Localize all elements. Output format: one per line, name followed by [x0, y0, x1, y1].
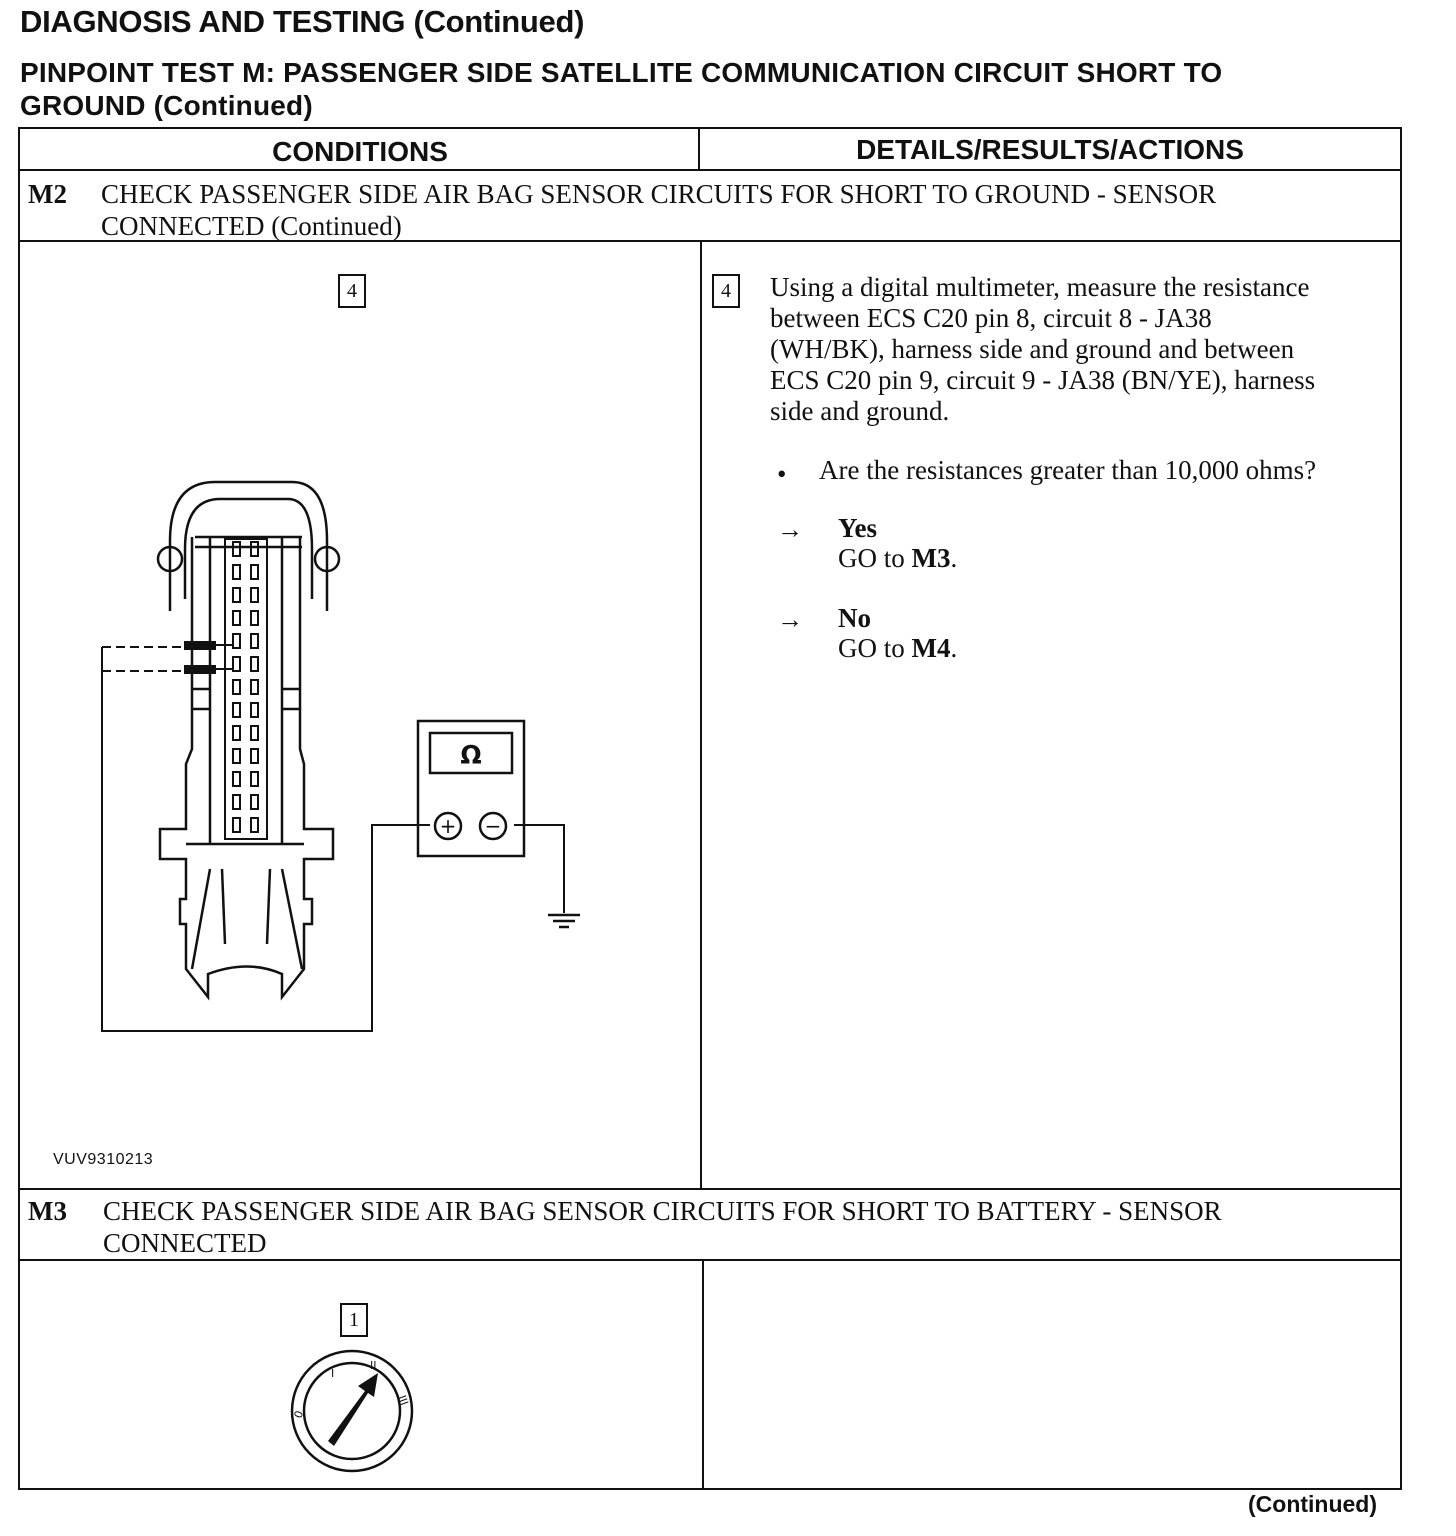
- detail-line: between ECS C20 pin 8, circuit 8 - JA38: [770, 303, 1212, 333]
- step-title-line2: CONNECTED: [103, 1228, 267, 1258]
- plus-terminal-label: +: [439, 814, 457, 838]
- ignition-key-arrow-icon: [328, 1373, 378, 1446]
- step-id: M3: [28, 1196, 67, 1226]
- detail-line: side and ground.: [770, 396, 950, 426]
- pinpoint-test-table: [18, 127, 1402, 1490]
- step-id: M2: [28, 179, 67, 209]
- figure-step-number: 4: [338, 274, 366, 308]
- result-no-label: No: [838, 603, 871, 633]
- result-yes-label: Yes: [838, 513, 877, 543]
- goto-link-m4[interactable]: M4: [911, 633, 951, 663]
- ohm-symbol: Ω: [460, 740, 482, 769]
- continued-footer: (Continued): [1248, 1491, 1378, 1517]
- page-title: DIAGNOSIS AND TESTING (Continued): [20, 4, 585, 39]
- step-title-line2: CONNECTED (Continued): [101, 211, 402, 241]
- arrow-right-icon: →: [777, 605, 803, 634]
- detail-line: Using a digital multimeter, measure the resistance: [770, 272, 1310, 302]
- figure-step-number: 1: [340, 1303, 368, 1337]
- minus-terminal-label: −: [484, 814, 502, 838]
- question-text: Are the resistances greater than 10,000 ohms?: [819, 455, 1317, 485]
- detail-instructions: [770, 272, 1385, 427]
- pinpoint-test-title-line1: PINPOINT TEST M: PASSENGER SIDE SATELLITE COMMUNICATION CIRCUIT SHORT TO: [20, 57, 1223, 88]
- figure-code: VUV9310213: [53, 1151, 154, 1168]
- detail-line: (WH/BK), harness side and ground and between: [770, 334, 1295, 364]
- pinpoint-test-title: [20, 56, 1420, 122]
- arrow-right-icon: →: [777, 515, 803, 544]
- step-title-line1: CHECK PASSENGER SIDE AIR BAG SENSOR CIRCUITS FOR SHORT TO GROUND - SENSOR: [101, 179, 1217, 209]
- ignition-position-label: II: [370, 1359, 377, 1372]
- step-title-line1: CHECK PASSENGER SIDE AIR BAG SENSOR CIRCUITS FOR SHORT TO BATTERY - SENSOR: [103, 1196, 1222, 1226]
- ignition-position-label: I: [331, 1367, 335, 1380]
- column-header-conditions: CONDITIONS: [272, 136, 448, 167]
- pinpoint-test-title-line2: GROUND (Continued): [20, 90, 313, 121]
- ignition-position-label: 0: [291, 1409, 307, 1421]
- ignition-position-label: III: [395, 1393, 411, 1408]
- result-yes-action: GO to M3.: [838, 543, 958, 573]
- goto-link-m3[interactable]: M3: [911, 543, 951, 573]
- detail-step-number: 4: [712, 274, 740, 308]
- column-divider: [702, 1261, 704, 1490]
- bullet-icon: •: [777, 459, 787, 489]
- detail-line: ECS C20 pin 9, circuit 9 - JA38 (BN/YE), harness: [770, 365, 1316, 395]
- column-divider: [700, 242, 702, 1190]
- result-no-action: GO to M4.: [838, 633, 958, 663]
- column-header-details: DETAILS/RESULTS/ACTIONS: [856, 134, 1244, 165]
- ignition-switch-diagram: [20, 129, 700, 1489]
